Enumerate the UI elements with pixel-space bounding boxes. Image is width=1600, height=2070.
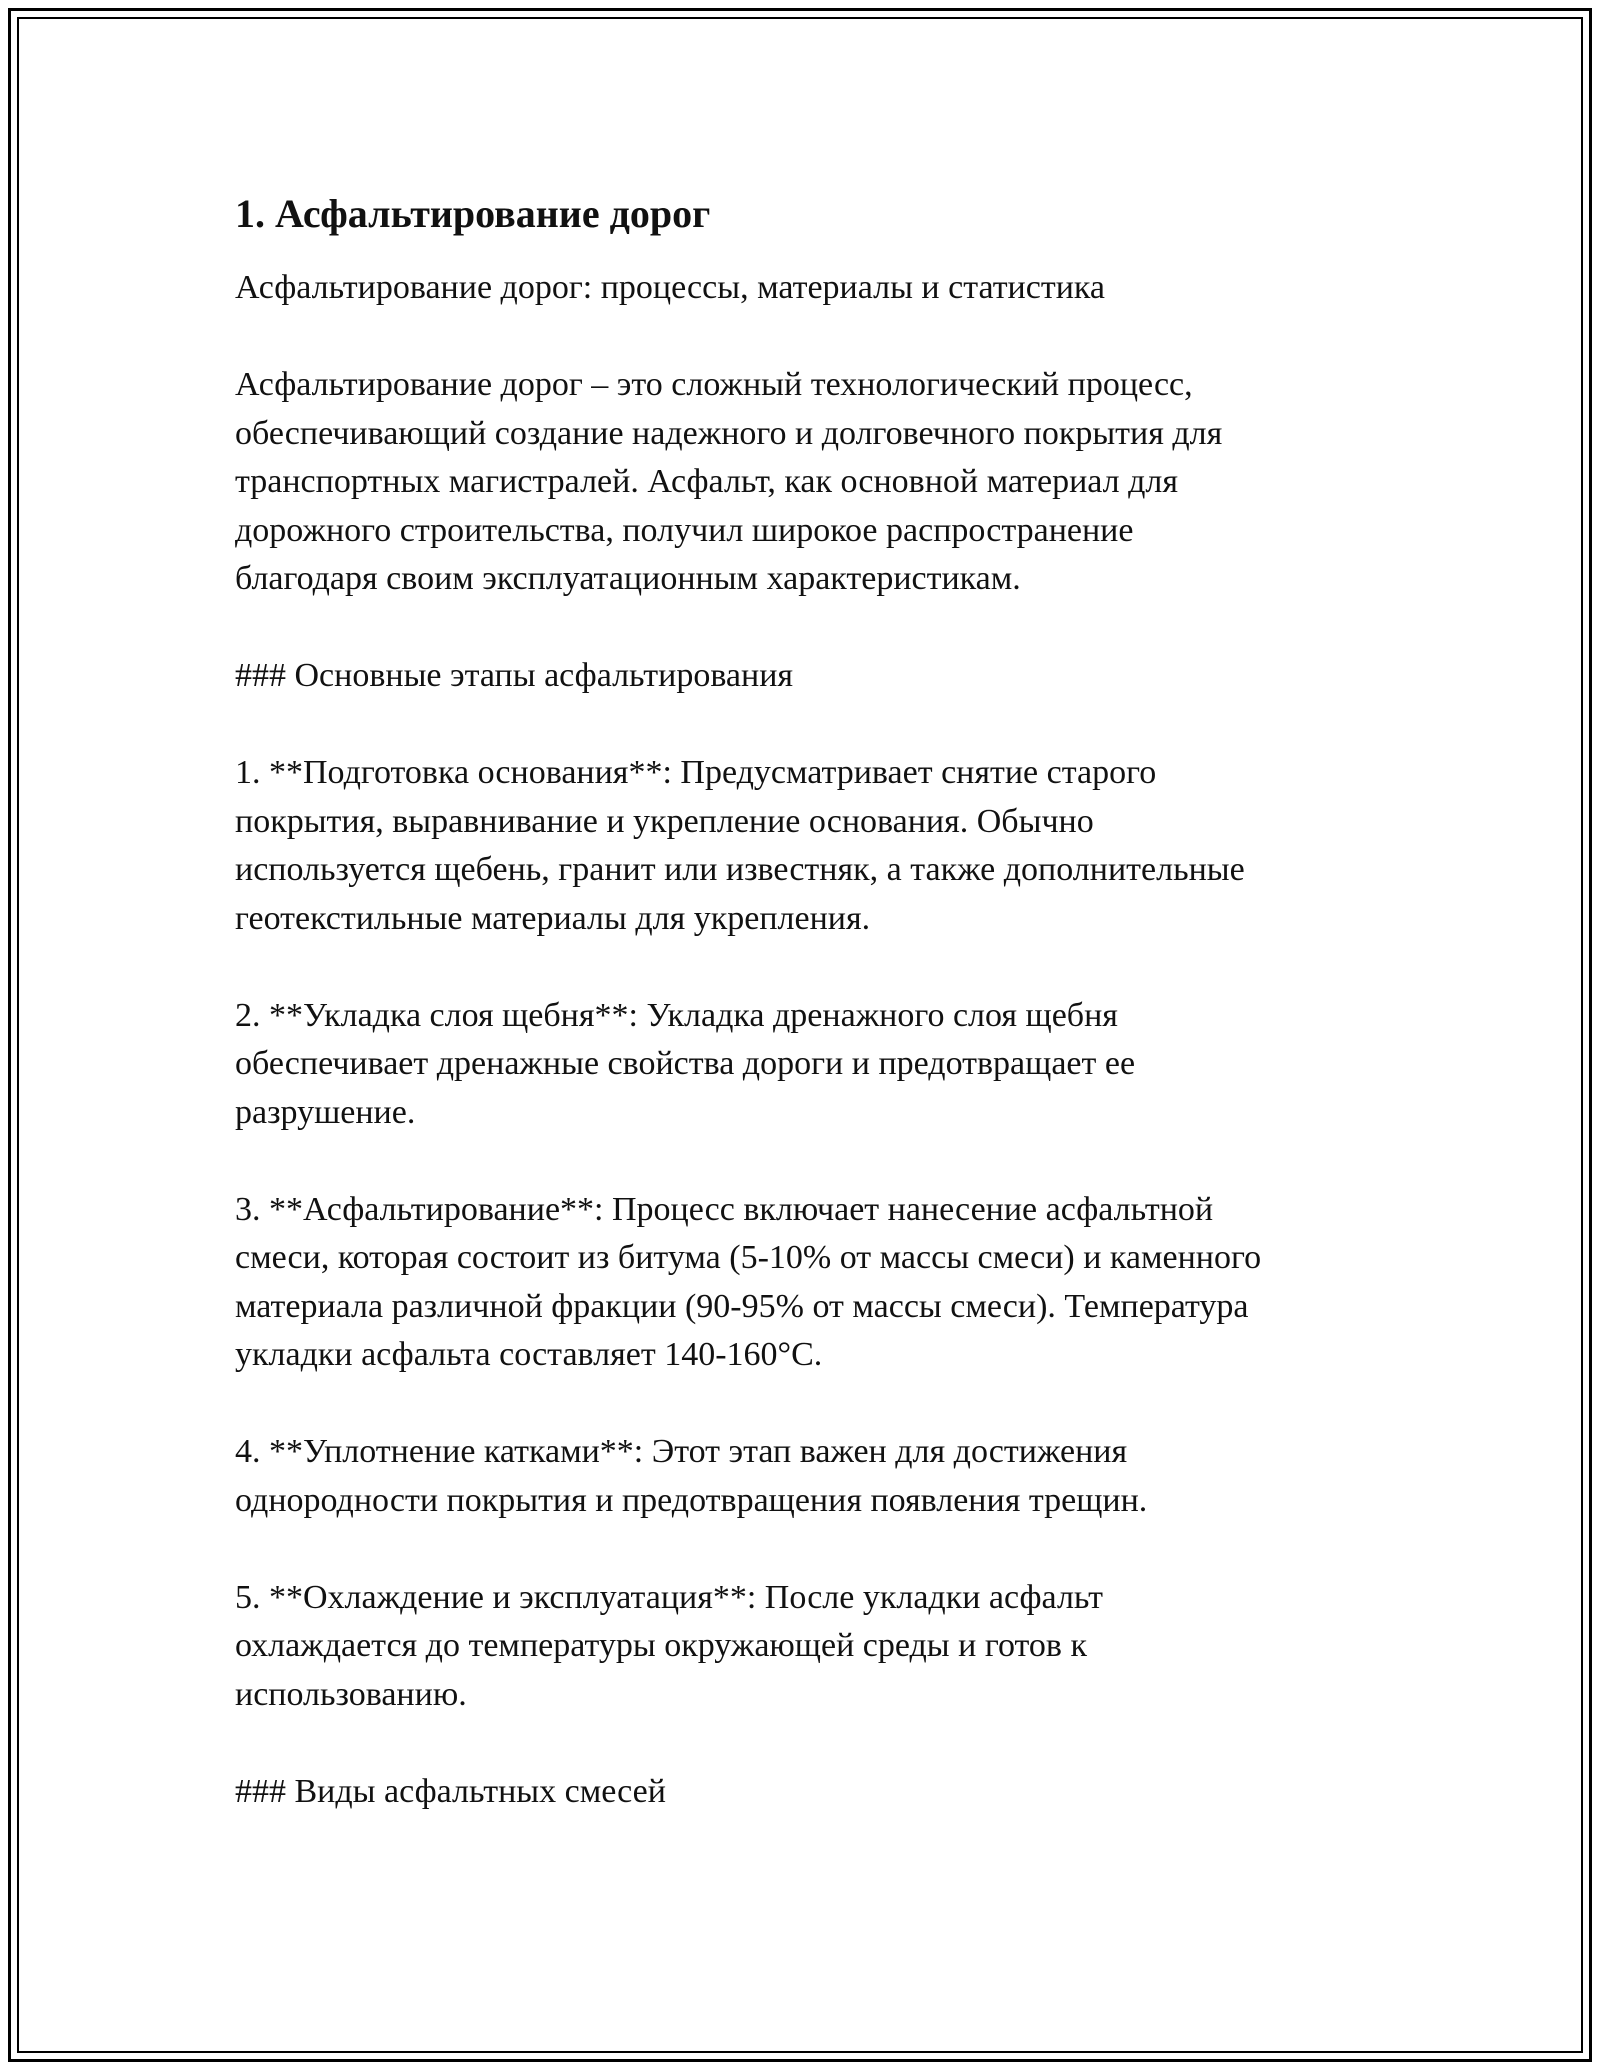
subtitle-paragraph: Асфальтирование дорог: процессы, материалы и статистика	[235, 269, 1105, 306]
document-title: 1. Асфальтирование дорог	[235, 191, 711, 236]
stage-item-3: 3. **Асфальтирование**: Процесс включает нанесение асфальтной смеси, которая состоит из битума (5-10% от массы смеси) и каменного материала различной фракции (90-95% от массы смеси). Температура укладки асфальта составляет 140-160°C.	[235, 1190, 1262, 1373]
intro-paragraph: Асфальтирование дорог – это сложный технологический процесс, обеспечивающий создание надежного и долговечного покрытия для транспортных магистралей. Асфальт, как основной материал для дорожного строительства, получил широкое распространение благодаря своим эксплуатационным характеристикам.	[235, 366, 1223, 597]
stage-item-5: 5. **Охлаждение и эксплуатация**: После укладки асфальт охлаждается до температуры окружающей среды и готов к использованию.	[235, 1578, 1103, 1713]
document-body	[235, 186, 1375, 1865]
stage-item-4: 4. **Уплотнение катками**: Этот этап важен для достижения однородности покрытия и предотвращения появления трещин.	[235, 1433, 1148, 1519]
section-heading-mix-types: ### Виды асфальтных смесей	[235, 1772, 666, 1810]
stage-item-2: 2. **Укладка слоя щебня**: Укладка дренажного слоя щебня обеспечивает дренажные свойства дороги и предотвращает ее разрушение.	[235, 996, 1136, 1131]
section-heading-stages: ### Основные этапы асфальтирования	[235, 657, 794, 694]
stage-item-1: 1. **Подготовка основания**: Предусматривает снятие старого покрытия, выравнивание и укрепление основания. Обычно используется щебень, гранит или известняк, а также дополнительные геотекстильные материалы для укрепления.	[235, 754, 1245, 937]
